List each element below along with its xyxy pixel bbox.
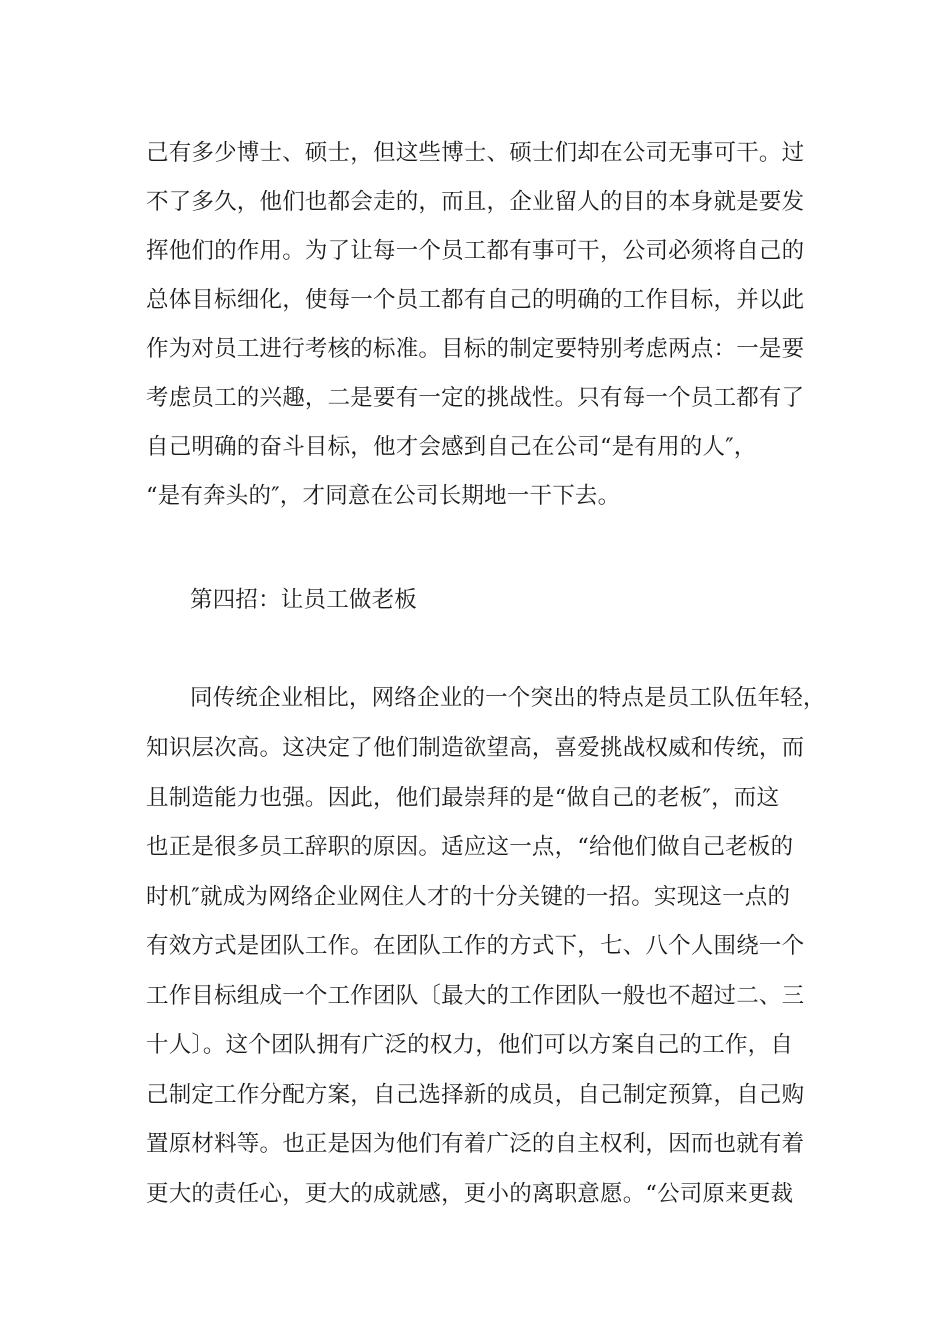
text-line: 作为对员工进行考核的标准。目标的制定要特别考虑两点：一是要: [146, 336, 805, 362]
text-line: “是有奔头的″，才同意在公司长期地一干下去。: [146, 483, 621, 509]
text-line: 时机″就成为网络企业网住人才的十分关键的一招。实现这一点的: [146, 884, 791, 910]
text-line: 自己明确的奋斗目标，他才会感到自己在公司“是有用的人″，: [146, 434, 757, 460]
text-line: 且制造能力也强。因此，他们最崇拜的是“做自己的老板″，而这: [146, 785, 780, 811]
text-line: 也正是很多员工辞职的原因。适应这一点，“给他们做自己老板的: [146, 834, 794, 860]
text-line: 己有多少博士、硕士，但这些博士、硕士们却在公司无事可干。过: [146, 140, 805, 166]
text-line: 更大的责任心，更大的成就感，更小的离职意愿。“公司原来更裁: [146, 1181, 794, 1207]
text-line: 有效方式是团队工作。在团队工作的方式下，七、八个人围绕一个: [146, 933, 805, 959]
text-line: 总体目标细化，使每一个员工都有自己的明确的工作目标，并以此: [146, 287, 805, 313]
text-line: 知识层次高。这决定了他们制造欲望高，喜爱挑战权威和传统，而: [146, 735, 805, 761]
text-line: 不了多久，他们也都会走的，而且，企业留人的目的本身就是要发: [146, 189, 805, 215]
text-line: 同传统企业相比，网络企业的一个突出的特点是员工队伍年轻，: [190, 685, 826, 711]
text-line: 己制定工作分配方案，自己选择新的成员，自己制定预算，自己购: [146, 1082, 805, 1108]
section-heading: 第四招：让员工做老板: [190, 587, 418, 613]
text-line: 置原材料等。也正是因为他们有着广泛的自主权利，因而也就有着: [146, 1131, 805, 1157]
text-line: 挥他们的作用。为了让每一个员工都有事可干，公司必须将自己的: [146, 238, 805, 264]
text-line: 考虑员工的兴趣，二是要有一定的挑战性。只有每一个员工都有了: [146, 385, 805, 411]
text-line: 十人〕。这个团队拥有广泛的权力，他们可以方案自己的工作，自: [146, 1032, 794, 1058]
text-line: 工作目标组成一个工作团队〔最大的工作团队一般也不超过二、三: [146, 983, 805, 1009]
